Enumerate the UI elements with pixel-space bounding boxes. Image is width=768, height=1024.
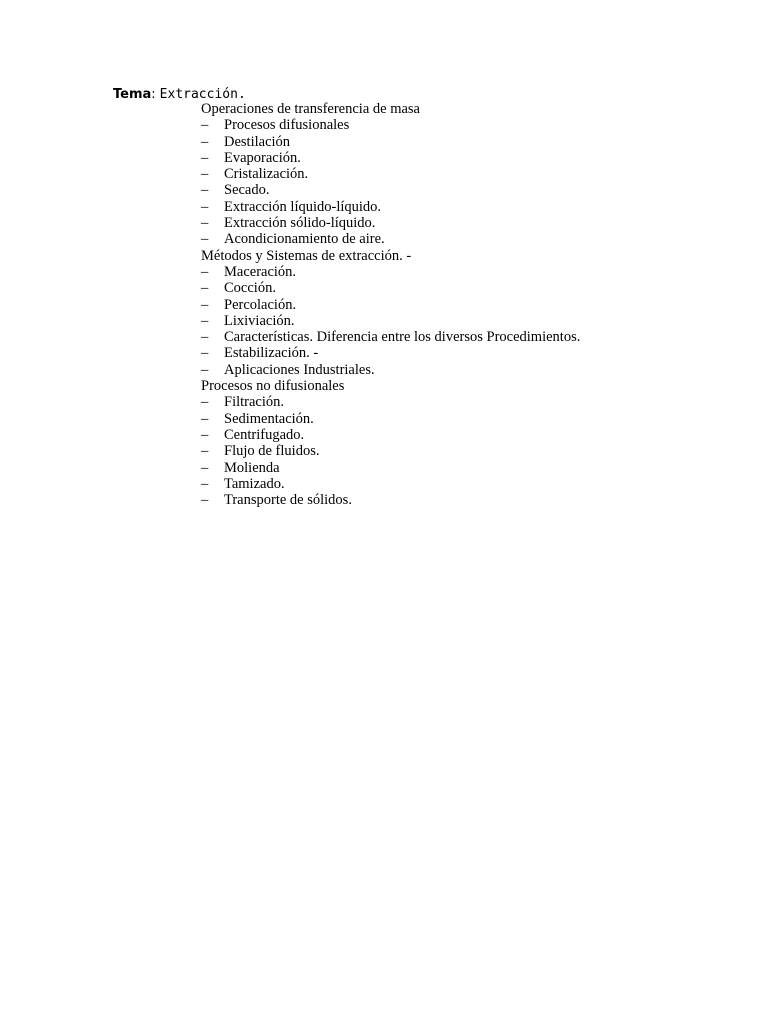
dash-bullet: –	[201, 231, 209, 248]
list-item-text: Filtración.	[224, 394, 285, 411]
list-item	[201, 182, 721, 198]
section-heading	[201, 378, 721, 394]
list-item	[201, 215, 721, 231]
dash-bullet: –	[201, 443, 209, 460]
list-item-text: Percolación.	[224, 296, 297, 313]
topic-label: Tema	[113, 87, 152, 102]
dash-bullet: –	[201, 198, 209, 215]
list-item-text: Extracción sólido-líquido.	[224, 215, 376, 232]
section-heading-text: Métodos y Sistemas de extracción. -	[201, 247, 412, 264]
list-item	[201, 492, 721, 508]
list-item	[201, 231, 721, 247]
list-item	[201, 150, 721, 166]
dash-bullet: –	[201, 345, 209, 362]
list-item	[201, 134, 721, 150]
list-item	[201, 264, 721, 280]
list-item-text: Destilación	[224, 133, 291, 150]
section-heading	[201, 248, 721, 264]
dash-bullet: –	[201, 410, 209, 427]
list-item	[201, 166, 721, 182]
list-item-text: Secado.	[224, 182, 270, 199]
list-item-text: Cristalización.	[224, 166, 309, 183]
dash-bullet: –	[201, 133, 209, 150]
list-item	[201, 427, 721, 443]
list-item-text: Procesos difusionales	[224, 117, 350, 134]
dash-bullet: –	[201, 361, 209, 378]
list-item-text: Cocción.	[224, 280, 276, 297]
list-item-text: Centrifugado.	[224, 426, 305, 443]
section-heading-text: Procesos no difusionales	[201, 378, 345, 395]
list-item-text: Tamizado.	[224, 475, 285, 492]
dash-bullet: –	[201, 329, 209, 346]
dash-bullet: –	[201, 312, 209, 329]
list-item-text: Maceración.	[224, 263, 297, 280]
list-item	[201, 117, 721, 133]
list-item-text: Acondicionamiento de aire.	[224, 231, 385, 248]
dash-bullet: –	[201, 459, 209, 476]
list-item	[201, 460, 721, 476]
dash-bullet: –	[201, 263, 209, 280]
list-item	[201, 394, 721, 410]
topic-value: Extracción.	[159, 87, 246, 102]
list-item-text: Transporte de sólidos.	[224, 492, 352, 509]
dash-bullet: –	[201, 475, 209, 492]
list-item	[201, 280, 721, 296]
dash-bullet: –	[201, 296, 209, 313]
list-item	[201, 443, 721, 459]
dash-bullet: –	[201, 492, 209, 509]
list-item	[201, 362, 721, 378]
list-item-text: Sedimentación.	[224, 410, 314, 427]
list-item	[201, 313, 721, 329]
topic-colon: :	[151, 87, 156, 102]
topic-outline	[201, 101, 721, 508]
dash-bullet: –	[201, 280, 209, 297]
dash-bullet: –	[201, 182, 209, 199]
list-item	[201, 411, 721, 427]
dash-bullet: –	[201, 166, 209, 183]
list-item	[201, 329, 721, 345]
dash-bullet: –	[201, 426, 209, 443]
list-item-text: Flujo de fluidos.	[224, 443, 320, 460]
list-item	[201, 476, 721, 492]
list-item	[201, 345, 721, 361]
list-item	[201, 297, 721, 313]
list-item-text: Características. Diferencia entre los diversos Procedimientos.	[224, 329, 581, 346]
section-heading	[201, 101, 721, 117]
dash-bullet: –	[201, 149, 209, 166]
list-item-text: Lixiviación.	[224, 312, 295, 329]
dash-bullet: –	[201, 117, 209, 134]
list-item	[201, 199, 721, 215]
section-heading-text: Operaciones de transferencia de masa	[201, 101, 420, 117]
list-item-text: Molienda	[224, 459, 280, 476]
dash-bullet: –	[201, 394, 209, 411]
list-item-text: Aplicaciones Industriales.	[224, 361, 375, 378]
list-item-text: Evaporación.	[224, 149, 301, 166]
list-item-text: Extracción líquido-líquido.	[224, 198, 382, 215]
dash-bullet: –	[201, 215, 209, 232]
list-item-text: Estabilización. -	[224, 345, 319, 362]
